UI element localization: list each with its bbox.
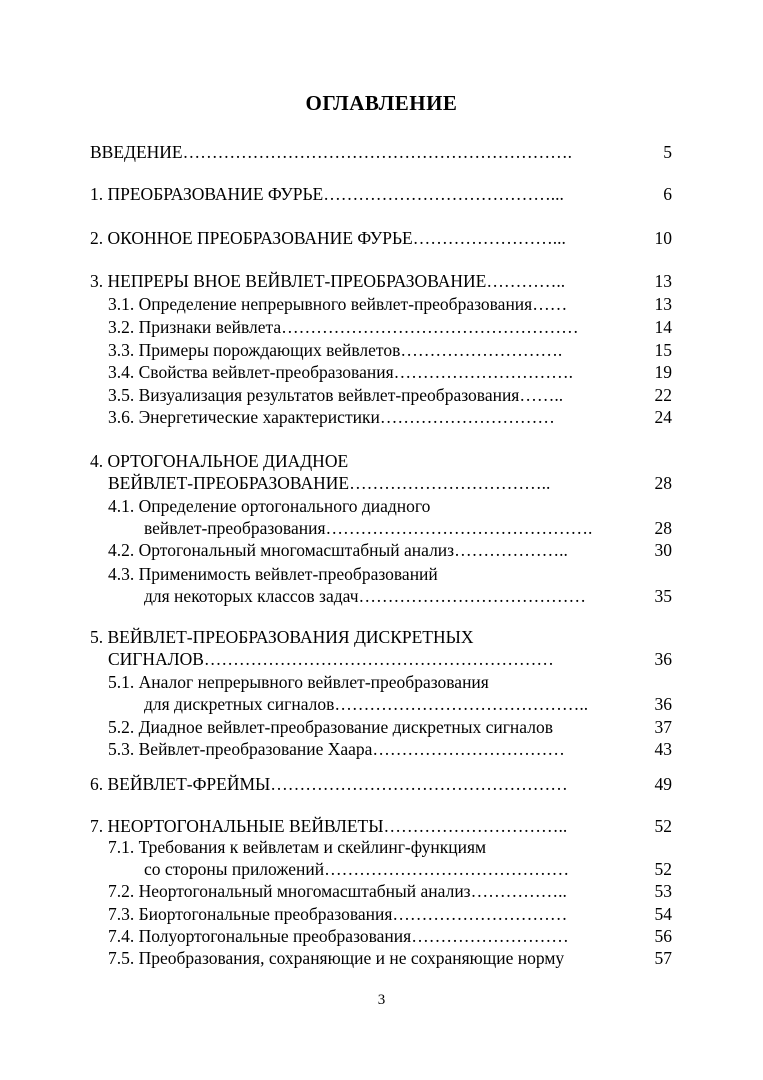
toc-entry [0, 270, 763, 292]
toc-page-number: 52 [654, 816, 672, 836]
toc-page-number: 10 [654, 228, 672, 248]
toc-page-number: 24 [654, 407, 672, 427]
toc-entry [0, 183, 763, 205]
toc-page-number: 14 [654, 317, 672, 337]
toc-entry-text: 5.1. Аналог непрерывного вейвлет-преобразования [108, 672, 489, 692]
toc-entry-text: ВЕЙВЛЕТ-ПРЕОБРАЗОВАНИЕ…………………………….. [108, 473, 551, 493]
toc-entry [0, 858, 763, 880]
toc-entry-text: 4.1. Определение ортогонального диадного [108, 496, 431, 516]
toc-page-number: 13 [654, 294, 672, 314]
toc-page-number: 43 [654, 739, 672, 759]
toc-entry-text: со стороны приложений…………………………………… [144, 859, 570, 879]
toc-entry [0, 773, 763, 795]
toc-entry-text: для некоторых классов задач………………………………… [144, 586, 587, 606]
toc-entry [0, 880, 763, 902]
toc-entry-text: 5. ВЕЙВЛЕТ-ПРЕОБРАЗОВАНИЯ ДИСКРЕТНЫХ [90, 627, 474, 647]
toc-entry-text: для дискретных сигналов…………………………………….. [144, 694, 589, 714]
toc-entry [0, 361, 763, 383]
toc-entry-text: 7.3. Биортогональные преобразования………………………… [108, 904, 568, 924]
toc-page-number: 30 [654, 540, 672, 560]
toc-entry [0, 539, 763, 561]
toc-entry-text: вейвлет-преобразования………………………………………. [144, 518, 593, 538]
toc-page-number: 52 [654, 859, 672, 879]
toc-entry-text: 4.2. Ортогональный многомасштабный анализ……………….. [108, 540, 568, 560]
toc-entry-text: 6. ВЕЙВЛЕТ-ФРЕЙМЫ…………………………………………… [90, 774, 568, 794]
toc-page-number: 36 [654, 694, 672, 714]
toc-page-number: 37 [654, 717, 672, 737]
toc-entry-text: 5.3. Вейвлет-преобразование Хаара…………………………… [108, 739, 565, 759]
toc-entry [0, 947, 763, 969]
toc-entry [0, 563, 763, 585]
toc-entry [0, 903, 763, 925]
toc-entry [0, 339, 763, 361]
toc-entry-text: 7.4. Полуортогональные преобразования……………………… [108, 926, 569, 946]
toc-page-number: 53 [654, 881, 672, 901]
toc-entry-text: 1. ПРЕОБРАЗОВАНИЕ ФУРЬЕ…………………………………... [90, 184, 564, 204]
toc-entry [0, 671, 763, 693]
toc-entry-text: 5.2. Диадное вейвлет-преобразование дискретных сигналов [108, 717, 553, 737]
toc-entry-text: 3. НЕПРЕРЫ ВНОЕ ВЕЙВЛЕТ-ПРЕОБРАЗОВАНИЕ………….. [90, 271, 566, 291]
toc-page-number: 57 [654, 948, 672, 968]
toc-page-number: 22 [654, 385, 672, 405]
toc-page-number: 54 [654, 904, 672, 924]
toc-page-number: 56 [654, 926, 672, 946]
toc-entry [0, 406, 763, 428]
toc-page-number: 15 [654, 340, 672, 360]
page-title: ОГЛАВЛЕНИЕ [305, 91, 458, 115]
toc-entry [0, 925, 763, 947]
toc-entry [0, 585, 763, 607]
toc-entry [0, 648, 763, 670]
toc-entry [0, 693, 763, 715]
toc-entry [0, 227, 763, 249]
toc-entry [0, 495, 763, 517]
toc-entry-text: 3.4. Свойства вейвлет-преобразования…………………………. [108, 362, 574, 382]
toc-page-number: 36 [654, 649, 672, 669]
toc-entry [0, 836, 763, 858]
toc-entry-text: 2. ОКОННОЕ ПРЕОБРАЗОВАНИЕ ФУРЬЕ……………………... [90, 228, 566, 248]
toc-page-number: 13 [654, 271, 672, 291]
toc-entry-text: 3.3. Примеры порождающих вейвлетов………………………. [108, 340, 563, 360]
toc-page-number: 5 [663, 142, 672, 162]
toc-entry-text: 7.5. Преобразования, сохраняющие и не сохраняющие норму [108, 948, 565, 968]
toc-page-number: 6 [663, 184, 672, 204]
toc-entry [0, 472, 763, 494]
toc-entry [0, 517, 763, 539]
toc-page-number: 19 [654, 362, 672, 382]
toc-page-number: 35 [654, 586, 672, 606]
toc-entry-text: СИГНАЛОВ…………………………………………………… [108, 649, 554, 669]
toc-entry [0, 293, 763, 315]
toc-page-number: 28 [654, 518, 672, 538]
toc-page-number: 49 [654, 774, 672, 794]
toc-entry-text: 7.2. Неортогональный многомасштабный анализ…………….. [108, 881, 567, 901]
toc-entry-text: ВВЕДЕНИЕ…………………………………………………………. [90, 142, 573, 162]
toc-entry [0, 626, 763, 648]
toc-entry [0, 738, 763, 760]
toc-entry [0, 716, 763, 738]
toc-entry [0, 384, 763, 406]
page-number: 3 [377, 992, 386, 1008]
toc-entry-text: 3.6. Энергетические характеристики………………………… [108, 407, 555, 427]
toc-entry [0, 450, 763, 472]
toc-entry-text: 3.5. Визуализация результатов вейвлет-преобразования…….. [108, 385, 564, 405]
toc-entry [0, 316, 763, 338]
toc-entry [0, 141, 763, 163]
toc-entry-text: 3.2. Признаки вейвлета…………………………………………… [108, 317, 579, 337]
toc-entry-text: 7. НЕОРТОГОНАЛЬНЫЕ ВЕЙВЛЕТЫ………………………….. [90, 816, 568, 836]
toc-page-number: 28 [654, 473, 672, 493]
toc-entry-text: 7.1. Требования к вейвлетам и скейлинг-функциям [108, 837, 487, 857]
toc-entry-text: 4.3. Применимость вейвлет-преобразований [108, 564, 438, 584]
toc-entry-text: 3.1. Определение непрерывного вейвлет-преобразования…… [108, 294, 568, 314]
toc-entry-text: 4. ОРТОГОНАЛЬНОЕ ДИАДНОЕ [90, 451, 349, 471]
toc-entry [0, 815, 763, 837]
